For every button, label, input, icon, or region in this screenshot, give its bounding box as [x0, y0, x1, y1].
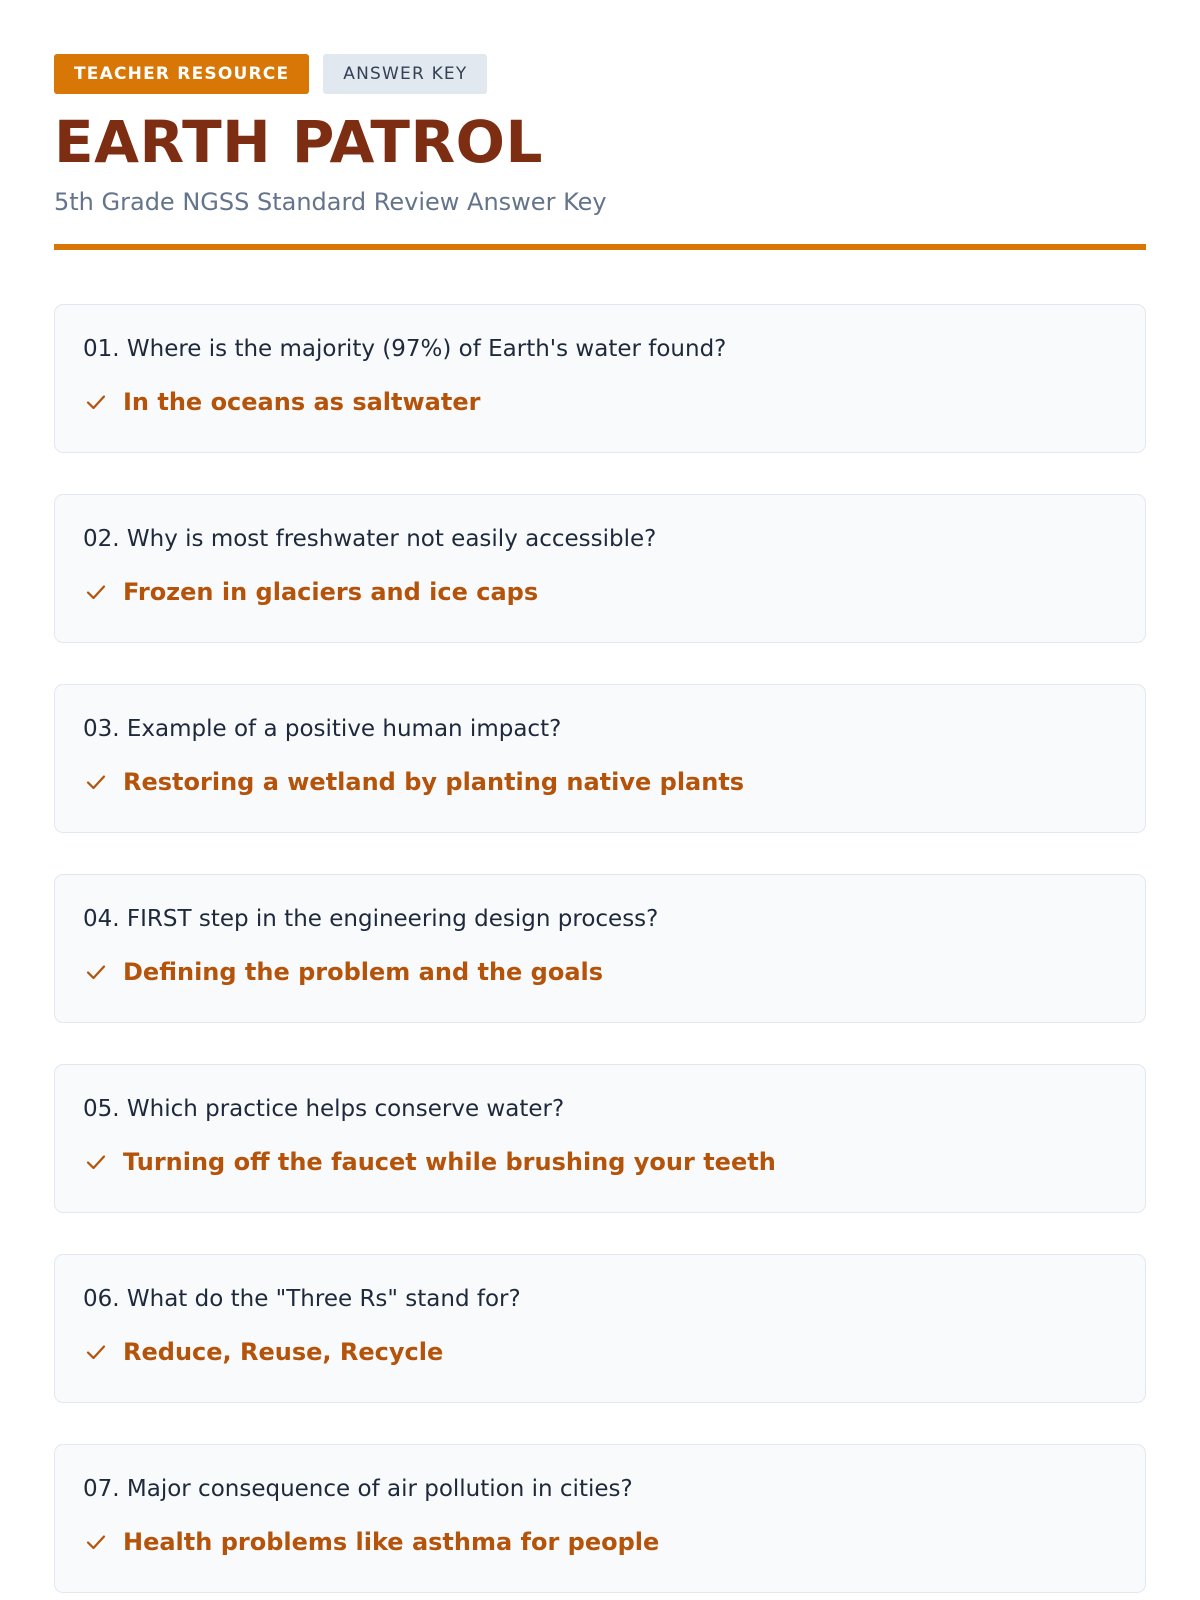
question-card [54, 1254, 1146, 1403]
question-card [54, 494, 1146, 643]
check-icon [83, 389, 109, 415]
check-icon [83, 1529, 109, 1555]
answer-row [83, 1336, 1117, 1368]
answer-row [83, 1526, 1117, 1558]
answer-row [83, 956, 1117, 988]
question-card [54, 1064, 1146, 1213]
check-icon [83, 1339, 109, 1365]
page-subtitle: 5th Grade NGSS Standard Review Answer Key [54, 188, 607, 216]
answer-row [83, 766, 1117, 798]
question-text: 07. Major consequence of air pollution in cities? [83, 1476, 633, 1502]
question-text: 03. Example of a positive human impact? [83, 716, 562, 742]
answer-text: Defining the problem and the goals [123, 958, 604, 986]
answer-key-badge: ANSWER KEY [323, 54, 487, 94]
answer-text: Reduce, Reuse, Recycle [123, 1338, 444, 1366]
check-icon [83, 769, 109, 795]
answer-row [83, 576, 1117, 608]
question-text: 05. Which practice helps conserve water? [83, 1096, 565, 1122]
question-card [54, 874, 1146, 1023]
question-text: 02. Why is most freshwater not easily accessible? [83, 526, 657, 552]
check-icon [83, 1149, 109, 1175]
question-card [54, 1444, 1146, 1593]
check-icon [83, 579, 109, 605]
answer-text: Health problems like asthma for people [123, 1528, 660, 1556]
question-card [54, 684, 1146, 833]
teacher-resource-badge: TEACHER RESOURCE [54, 54, 309, 94]
page-title: EARTH PATROL [54, 108, 543, 176]
question-card-list [54, 304, 1146, 1593]
question-text: 01. Where is the majority (97%) of Earth's water found? [83, 336, 727, 362]
header-divider [54, 244, 1146, 250]
answer-text: In the oceans as saltwater [123, 388, 481, 416]
answer-text: Restoring a wetland by planting native plants [123, 768, 745, 796]
question-text: 06. What do the "Three Rs" stand for? [83, 1286, 521, 1312]
badge-row [54, 54, 1146, 94]
answer-text: Frozen in glaciers and ice caps [123, 578, 539, 606]
answer-row [83, 1146, 1117, 1178]
answer-text: Turning off the faucet while brushing your teeth [123, 1148, 776, 1176]
check-icon [83, 959, 109, 985]
answer-row [83, 386, 1117, 418]
question-text: 04. FIRST step in the engineering design process? [83, 906, 659, 932]
question-card [54, 304, 1146, 453]
